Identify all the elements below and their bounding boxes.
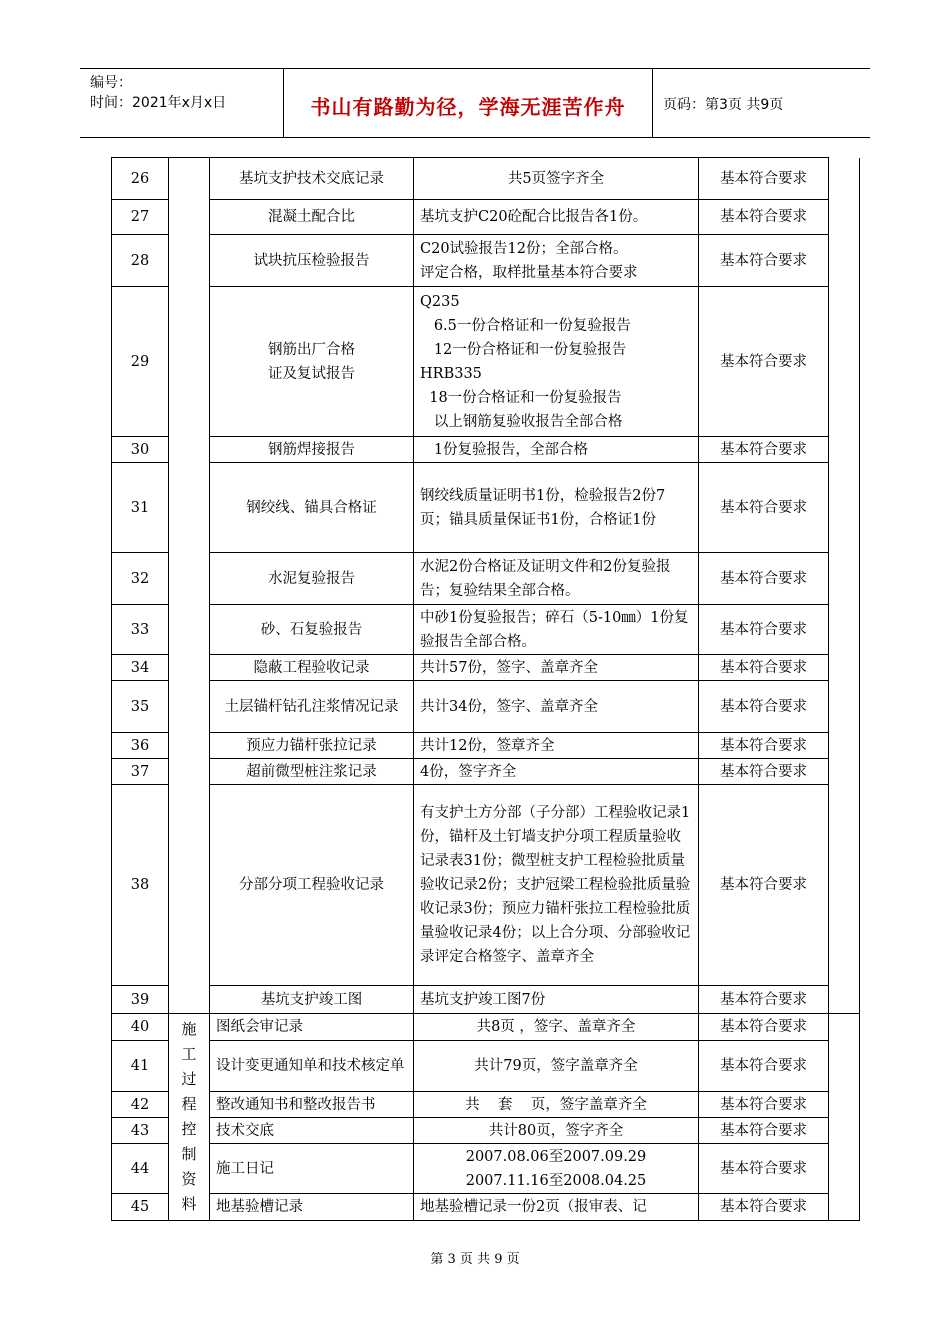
item-result: 基本符合要求 xyxy=(699,605,829,655)
item-name: 钢绞线、锚具合格证 xyxy=(210,463,414,553)
item-detail: 基坑支护C20砼配合比报告各1份。 xyxy=(414,200,699,235)
item-result: 基本符合要求 xyxy=(699,235,829,287)
item-name: 地基验槽记录 xyxy=(210,1194,414,1221)
table-row xyxy=(112,655,860,681)
document-code: 编号： xyxy=(90,75,132,91)
item-result: 基本符合要求 xyxy=(699,1092,829,1118)
motto-text: 书山有路勤为径，学海无涯苦作舟 xyxy=(310,95,626,119)
table-row xyxy=(112,158,860,200)
row-number: 43 xyxy=(112,1118,169,1144)
inspection-table xyxy=(111,157,860,1221)
row-number: 29 xyxy=(112,287,169,437)
row-number: 34 xyxy=(112,655,169,681)
item-detail: 2007.08.06至2007.09.29 2007.11.16至2008.04.25 xyxy=(414,1144,699,1194)
item-name: 施工日记 xyxy=(210,1144,414,1194)
row-number: 38 xyxy=(112,785,169,986)
item-name: 钢筋出厂合格 证及复试报告 xyxy=(210,287,414,437)
table-row xyxy=(112,287,860,437)
item-result: 基本符合要求 xyxy=(699,733,829,759)
item-name: 基坑支护竣工图 xyxy=(210,986,414,1014)
item-name: 超前微型桩注浆记录 xyxy=(210,759,414,785)
item-name: 隐蔽工程验收记录 xyxy=(210,655,414,681)
remark-cell xyxy=(829,158,860,1014)
item-detail: 4份，签字齐全 xyxy=(414,759,699,785)
row-number: 32 xyxy=(112,553,169,605)
item-detail: 地基验槽记录一份2页（报审表、记 xyxy=(414,1194,699,1221)
item-result: 基本符合要求 xyxy=(699,1041,829,1092)
item-result: 基本符合要求 xyxy=(699,655,829,681)
table-row xyxy=(112,437,860,463)
item-detail: C20试验报告12份；全部合格。 评定合格，取样批量基本符合要求 xyxy=(414,235,699,287)
item-detail: 共计34份，签字、盖章齐全 xyxy=(414,681,699,733)
document-time: 时间：2021年x月x日 xyxy=(90,95,227,111)
row-number: 28 xyxy=(112,235,169,287)
header-motto-cell xyxy=(284,69,653,137)
page-number: 页码：第3页 共9页 xyxy=(663,97,784,113)
item-name: 基坑支护技术交底记录 xyxy=(210,158,414,200)
category-label: 施工过程控制资料 xyxy=(181,1020,197,1213)
item-result: 基本符合要求 xyxy=(699,1118,829,1144)
item-result: 基本符合要求 xyxy=(699,287,829,437)
table-row xyxy=(112,986,860,1014)
category-cell-process-control xyxy=(169,1014,210,1221)
item-detail: 共 套 页，签字盖章齐全 xyxy=(414,1092,699,1118)
table-row xyxy=(112,1118,860,1144)
item-result: 基本符合要求 xyxy=(699,986,829,1014)
table-row xyxy=(112,1041,860,1092)
item-result: 基本符合要求 xyxy=(699,553,829,605)
row-number: 45 xyxy=(112,1194,169,1221)
row-number: 39 xyxy=(112,986,169,1014)
table-row xyxy=(112,1144,860,1194)
table-row xyxy=(112,553,860,605)
page-footer: 第 3 页 共 9 页 xyxy=(430,1252,520,1267)
item-detail: 中砂1份复验报告；碎石（5-10㎜）1份复验报告全部合格。 xyxy=(414,605,699,655)
table-row xyxy=(112,1194,860,1221)
item-result: 基本符合要求 xyxy=(699,437,829,463)
item-result: 基本符合要求 xyxy=(699,681,829,733)
row-number: 27 xyxy=(112,200,169,235)
header-page-cell xyxy=(653,69,870,137)
page-header xyxy=(80,68,870,138)
item-detail: 共计80页，签字齐全 xyxy=(414,1118,699,1144)
row-number: 30 xyxy=(112,437,169,463)
row-number: 35 xyxy=(112,681,169,733)
remark-cell xyxy=(829,1014,860,1221)
row-number: 41 xyxy=(112,1041,169,1092)
item-name: 水泥复验报告 xyxy=(210,553,414,605)
table-row xyxy=(112,733,860,759)
item-detail: 共计57份，签字、盖章齐全 xyxy=(414,655,699,681)
item-name: 土层锚杆钻孔注浆情况记录 xyxy=(210,681,414,733)
row-number: 31 xyxy=(112,463,169,553)
row-number: 40 xyxy=(112,1014,169,1041)
item-name: 砂、石复验报告 xyxy=(210,605,414,655)
item-detail: 共计12份，签章齐全 xyxy=(414,733,699,759)
header-meta-cell xyxy=(80,69,284,137)
item-detail: 水泥2份合格证及证明文件和2份复验报告；复验结果全部合格。 xyxy=(414,553,699,605)
row-number: 44 xyxy=(112,1144,169,1194)
item-name: 技术交底 xyxy=(210,1118,414,1144)
item-name: 预应力锚杆张拉记录 xyxy=(210,733,414,759)
table-row xyxy=(112,681,860,733)
table-row xyxy=(112,605,860,655)
item-detail: 1份复验报告，全部合格 xyxy=(414,437,699,463)
item-name: 设计变更通知单和技术核定单 xyxy=(210,1041,414,1092)
item-result: 基本符合要求 xyxy=(699,158,829,200)
item-detail: 基坑支护竣工图7份 xyxy=(414,986,699,1014)
item-result: 基本符合要求 xyxy=(699,785,829,986)
category-cell-blank xyxy=(169,158,210,1014)
row-number: 36 xyxy=(112,733,169,759)
item-result: 基本符合要求 xyxy=(699,200,829,235)
item-name: 整改通知书和整改报告书 xyxy=(210,1092,414,1118)
row-number: 33 xyxy=(112,605,169,655)
item-name: 试块抗压检验报告 xyxy=(210,235,414,287)
item-detail: 共计79页，签字盖章齐全 xyxy=(414,1041,699,1092)
item-detail: 有支护土方分部（子分部）工程验收记录1份，锚杆及土钉墙支护分项工程质量验收记录表31份；微型桩支护工程检验批质量验收记录2份；支护冠梁工程检验批质量验收记录3份；预应力锚杆张拉工程检验批质量验收记录4份；以上合分项、分部验收记录评定合格签字、盖章齐全 xyxy=(414,785,699,986)
table-row xyxy=(112,759,860,785)
item-name: 钢筋焊接报告 xyxy=(210,437,414,463)
item-detail: Q235 6.5一份合格证和一份复验报告 12一份合格证和一份复验报告 HRB335 18一份合格证和一份复验报告 以上钢筋复验收报告全部合格 xyxy=(414,287,699,437)
item-name: 混凝土配合比 xyxy=(210,200,414,235)
table-row xyxy=(112,200,860,235)
row-number: 42 xyxy=(112,1092,169,1118)
item-detail: 钢绞线质量证明书1份，检验报告2份7页；锚具质量保证书1份，合格证1份 xyxy=(414,463,699,553)
item-result: 基本符合要求 xyxy=(699,463,829,553)
row-number: 37 xyxy=(112,759,169,785)
item-name: 图纸会审记录 xyxy=(210,1014,414,1041)
item-result: 基本符合要求 xyxy=(699,1194,829,1221)
item-detail: 共5页签字齐全 xyxy=(414,158,699,200)
item-result: 基本符合要求 xyxy=(699,759,829,785)
table-row xyxy=(112,463,860,553)
table-row xyxy=(112,785,860,986)
item-name: 分部分项工程验收记录 xyxy=(210,785,414,986)
table-row xyxy=(112,1014,860,1041)
table-row xyxy=(112,235,860,287)
table-row xyxy=(112,1092,860,1118)
item-detail: 共8页 ，签字、盖章齐全 xyxy=(414,1014,699,1041)
row-number: 26 xyxy=(112,158,169,200)
item-result: 基本符合要求 xyxy=(699,1144,829,1194)
item-result: 基本符合要求 xyxy=(699,1014,829,1041)
